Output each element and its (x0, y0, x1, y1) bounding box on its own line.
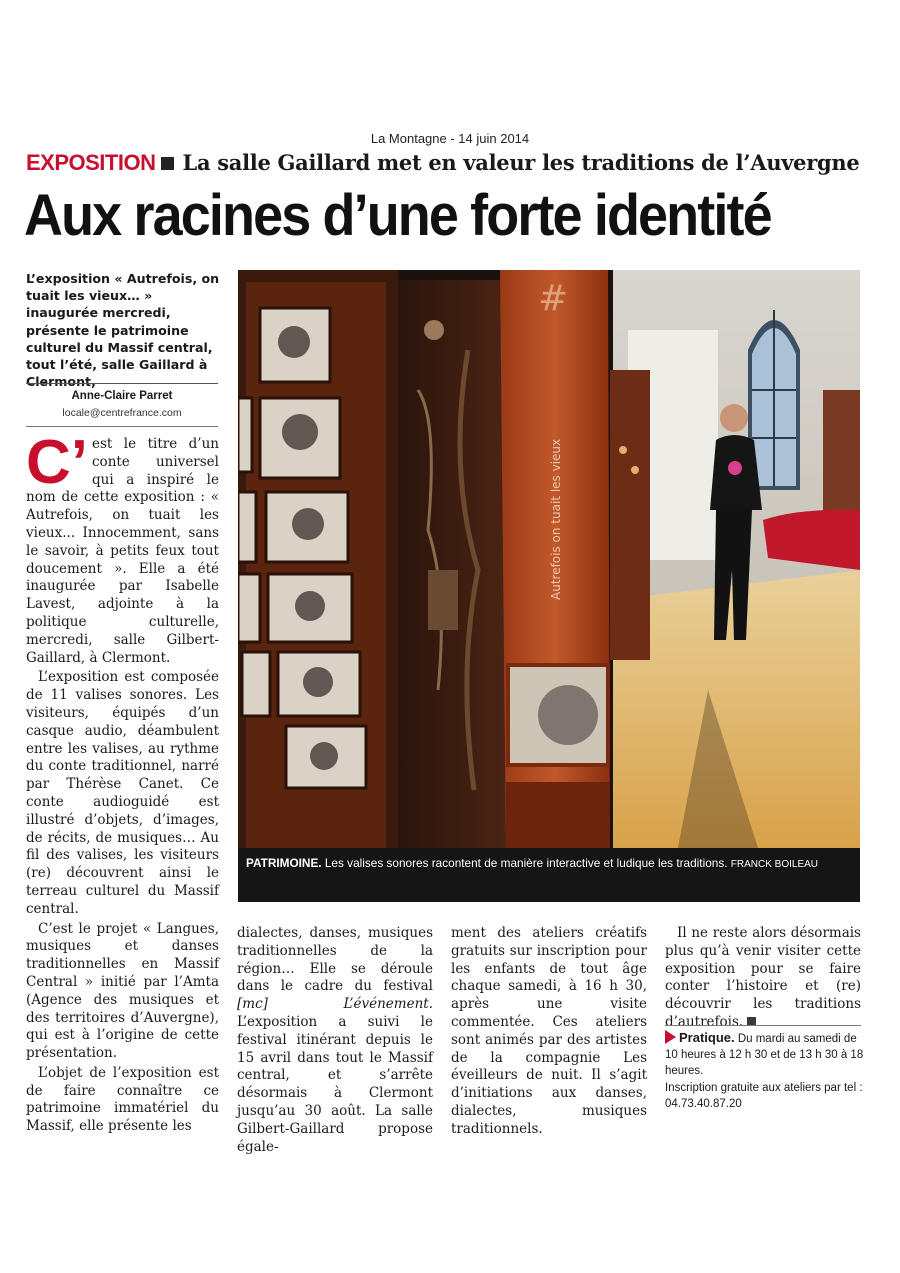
paragraph: est le titre d’un conte universel qui a inspiré le nom de cette exposition : « Autrefois, on tuait les vieux... Innocemment, sans le savoir, à petits feux tout doucement ». Elle a été inaugurée par Isabelle Lavest, adjointe à la politique culturelle, mercredi, salle Gilbert-Gaillard, à Clermont. (26, 436, 219, 666)
pratique-contact: Inscription gratuite aux ateliers par tel : 04.73.40.87.20 (665, 1082, 863, 1111)
body-column-1 (26, 428, 219, 1136)
paragraph: L’objet de l’exposition est de faire connaître ce patrimoine immatériel du Massif, elle présente les (26, 1064, 219, 1135)
pratique-hours: Du mardi au samedi de 10 heures à 12 h 30 et de 13 h 30 à 18 heures. (665, 1033, 864, 1077)
case-hash-mark: # (538, 278, 569, 319)
paragraph: C’est le projet « Langues, musiques et danses traditionnelles en Massif Central » initié par l’Amta (Agence des musiques et des territoires d’Auvergne), qui est à l’origine de cette présentation. (26, 920, 219, 1062)
caption-lead: PATRIMOINE. (246, 856, 322, 870)
author-rule-bottom (26, 426, 218, 427)
headline: Aux racines d’une forte identité (24, 183, 771, 248)
pratique-label: Pratique. (679, 1030, 735, 1045)
kicker-subtitle: La salle Gaillard met en valeur les traditions de l’Auvergne (182, 150, 860, 175)
text-run: Il ne reste alors désormais plus qu’à venir visiter cette exposition pour se faire conter l’histoire et (re) découvrir les traditions d’autrefois. (665, 925, 861, 1030)
pratique-box (665, 1030, 865, 1113)
drop-cap: C’ (26, 428, 88, 497)
photo-credit: FRANCK BOILEAU (730, 859, 819, 870)
author-email: locale@centrefrance.com (62, 407, 182, 419)
exhibition-photo (238, 270, 860, 848)
text-run: L’exposition a suivi le festival itinérant depuis le 15 avril dans tout le Massif central, et s’arrête désormais à Clermont jusqu’au 30 août. La salle Gilbert-Gaillard propose égale- (237, 1013, 433, 1155)
author-name: Anne-Claire Parret (71, 390, 173, 402)
case-title-text: Autrefois on tuait les vieux (549, 438, 563, 600)
chapo: L’exposition « Autrefois, on tuait les vieux… » inaugurée mercredi, présente le patrimoine culturel du Massif central, tout l’été, salle Gaillard à Clermont, (26, 271, 220, 390)
source-line: La Montagne - 14 juin 2014 (370, 131, 530, 146)
exhibition-photo-illustration (238, 270, 860, 848)
arrow-right-icon (665, 1030, 676, 1044)
text-run: dialectes, danses, musiques traditionnelles de la région… Elle se déroule dans le cadre du festival (237, 925, 433, 995)
paragraph: L’exposition est composée de 11 valises sonores. Les visiteurs, équipés d’un casque audio, déambulent entre les valises, au rythme du conte traditionnel, narré par Thérèse Canet. Ce conte audioguidé est illustré d’objets, d’images, de récits, de musiques… Au fil des valises, les visiteurs (re) découvrent ainsi le terreau culturel du Massif central. (26, 669, 219, 917)
kicker (26, 148, 886, 178)
pratique-rule (665, 1025, 861, 1026)
paragraph: ment des ateliers créatifs gratuits sur inscription pour les enfants de tout âge chaque samedi, à 16 h 30, après une visite commentée. Ces ateliers sont animés par des artistes de la compagnie Les éveilleurs de nuit. Il s’agit d’initiations aux danses, dialectes, musiques traditionnels. (451, 925, 647, 1137)
paragraph (665, 925, 861, 1032)
body-column-2 (237, 925, 433, 1156)
caption-text: Les valises sonores racontent de manière interactive et ludique les traditions. (321, 856, 728, 870)
paragraph (237, 925, 433, 1156)
author-rule-top (26, 383, 218, 384)
square-bullet-icon (161, 157, 174, 170)
body-column-4 (665, 925, 861, 1032)
festival-name: [mc] L’événement. (237, 996, 433, 1013)
photo-caption (238, 848, 860, 902)
body-column-3 (451, 925, 647, 1139)
kicker-tag: EXPOSITION (26, 150, 156, 175)
